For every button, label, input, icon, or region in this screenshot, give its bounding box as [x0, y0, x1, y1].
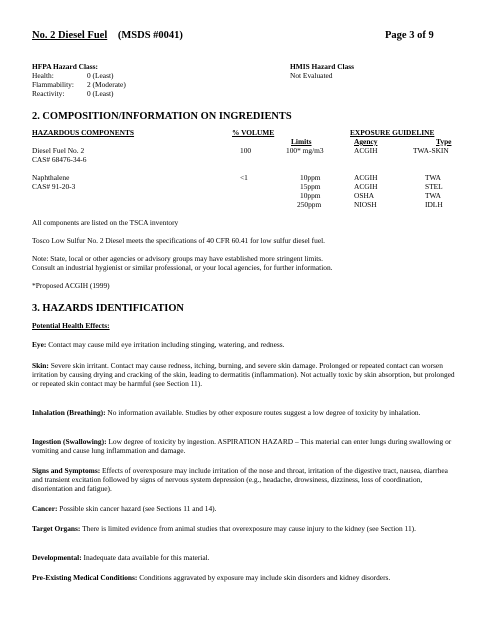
- cancer-text: Possible skin cancer hazard (see Sections 11 and 14).: [57, 504, 217, 513]
- page-number: Page 3 of 9: [385, 30, 434, 41]
- naphthalene-agency: ACGIH: [354, 173, 378, 182]
- nfpa-reactivity-label: Reactivity:: [32, 89, 65, 98]
- note-line-2: Consult an industrial hygienist or similar professional, or your local agencies, for further information.: [32, 263, 333, 272]
- pre-existing-text: Conditions aggravated by exposure may include skin disorders and kidney disorders.: [137, 573, 391, 582]
- skin-text: Severe skin irritant. Contact may cause redness, itching, burning, and severe skin damage. Prolonged or repeated contact can worsen irritation by causing drying and cracking of the skin, leading to dermatitis (inflammation). Not actually toxic by skin absorption, but prolonged or repeated skin contact may be harmful (see Section 11).: [32, 361, 455, 389]
- naphthalene-agency: OSHA: [354, 191, 375, 200]
- inhalation-text: No information available. Studies by other exposure routes suggest a low degree of toxicity by inhalation.: [105, 408, 421, 417]
- diesel-volume: 100: [240, 146, 252, 155]
- signs-paragraph: [32, 466, 460, 494]
- target-organs-paragraph: [32, 524, 460, 533]
- diesel-cas: CAS# 68476-34-6: [32, 155, 87, 164]
- target-organs-label: Target Organs:: [32, 524, 81, 533]
- naphthalene-cas: CAS# 91-20-3: [32, 182, 76, 191]
- cancer-paragraph: [32, 504, 460, 513]
- naphthalene-limit: 10ppm: [300, 173, 321, 182]
- nfpa-reactivity-value: 0 (Least): [87, 89, 114, 98]
- inhalation-paragraph: [32, 408, 460, 417]
- naphthalene-name: Naphthalene: [32, 173, 70, 182]
- col-limits: Limits: [291, 137, 312, 146]
- page-header: [32, 30, 183, 41]
- naphthalene-type: IDLH: [425, 200, 443, 209]
- signs-text: Effects of overexposure may include irritation of the nose and throat, irritation of the digestive tract, nausea, diarrhea and transient excitation followed by signs of nervous system depression (e.g., headache, drowsiness, dizziness, loss of coordination, disorientation and fatigue).: [32, 466, 448, 494]
- developmental-text: Inadequate data available for this material.: [81, 553, 210, 562]
- naphthalene-limit: 250ppm: [297, 200, 322, 209]
- naphthalene-type: STEL: [425, 182, 443, 191]
- developmental-paragraph: [32, 553, 460, 562]
- naphthalene-volume: <1: [240, 173, 248, 182]
- skin-paragraph: [32, 361, 460, 389]
- hmis-value: Not Evaluated: [290, 71, 333, 80]
- product-name: No. 2 Diesel Fuel: [32, 30, 108, 41]
- pre-existing-label: Pre-Existing Medical Conditions:: [32, 573, 138, 582]
- diesel-agency: ACGIH: [354, 146, 378, 155]
- ingestion-text: Low degree of toxicity by ingestion. ASPIRATION HAZARD – This material can enter lungs during swallowing or vomiting and cause lung inflammation and damage.: [32, 437, 452, 456]
- proposed-acgih: *Proposed ACGIH (1999): [32, 281, 110, 290]
- diesel-limit: 100* mg/m3: [286, 146, 324, 155]
- nfpa-title: HFPA Hazard Class:: [32, 62, 98, 71]
- cancer-label: Cancer:: [32, 504, 58, 513]
- potential-health-effects-heading: Potential Health Effects:: [32, 321, 110, 330]
- col-hazardous-components: HAZARDOUS COMPONENTS: [32, 128, 135, 137]
- col-agency: Agency: [354, 137, 378, 146]
- tosco-statement: Tosco Low Sulfur No. 2 Diesel meets the specifications of 40 CFR 60.41 for low sulfur diesel fuel.: [32, 236, 326, 245]
- naphthalene-agency: NIOSH: [354, 200, 377, 209]
- inhalation-label: Inhalation (Breathing):: [32, 408, 106, 417]
- signs-label: Signs and Symptoms:: [32, 466, 101, 475]
- nfpa-flammability-label: Flammability:: [32, 80, 74, 89]
- ingestion-label: Ingestion (Swallowing):: [32, 437, 107, 446]
- pre-existing-paragraph: [32, 573, 460, 582]
- naphthalene-agency: ACGIH: [354, 182, 378, 191]
- nfpa-health-label: Health:: [32, 71, 54, 80]
- eye-text: Contact may cause mild eye irritation including stinging, watering, and redness.: [46, 340, 285, 349]
- naphthalene-limit: 10ppm: [300, 191, 321, 200]
- naphthalene-limit: 15ppm: [300, 182, 321, 191]
- naphthalene-type: TWA: [425, 173, 442, 182]
- nfpa-health-value: 0 (Least): [87, 71, 114, 80]
- eye-paragraph: [32, 340, 460, 349]
- diesel-name: Diesel Fuel No. 2: [32, 146, 85, 155]
- diesel-type: TWA-SKIN: [413, 146, 449, 155]
- skin-label: Skin:: [32, 361, 49, 370]
- col-exposure-guideline: EXPOSURE GUIDELINE: [350, 128, 435, 137]
- developmental-label: Developmental:: [32, 553, 82, 562]
- msds-number: (MSDS #0041): [117, 30, 183, 41]
- section-2-title: 2. COMPOSITION/INFORMATION ON INGREDIENTS: [32, 111, 292, 122]
- tsca-statement: All components are listed on the TSCA inventory: [32, 218, 179, 227]
- section-3-title: 3. HAZARDS IDENTIFICATION: [32, 303, 184, 314]
- eye-label: Eye:: [32, 340, 47, 349]
- ingestion-paragraph: [32, 437, 460, 455]
- col-percent-volume: % VOLUME: [232, 128, 275, 137]
- hmis-title: HMIS Hazard Class: [290, 62, 355, 71]
- note-line-1: Note: State, local or other agencies or advisory groups may have established more stringent limits.: [32, 254, 324, 263]
- naphthalene-type: TWA: [425, 191, 442, 200]
- nfpa-flammability-value: 2 (Moderate): [87, 80, 126, 89]
- col-type: Type: [436, 137, 452, 146]
- target-organs-text: There is limited evidence from animal studies that overexposure may cause injury to the kidney (see Section 11).: [80, 524, 416, 533]
